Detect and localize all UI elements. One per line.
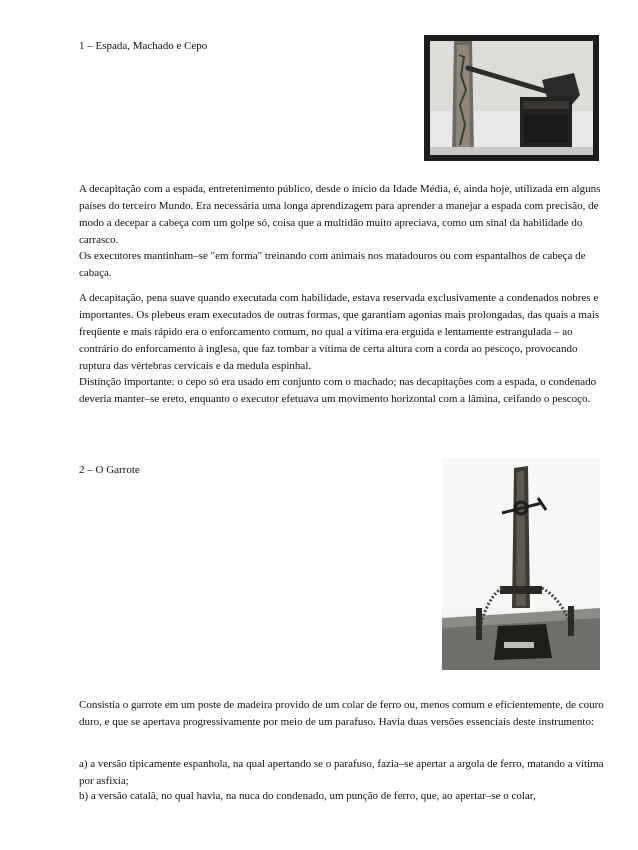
section-2-paragraph-3: b) a versão catalã, no qual havia, na nuca do condenado, um punção de ferro, que, ao apertar–se o colar, xyxy=(79,790,536,802)
axe-block-photo xyxy=(424,35,599,161)
section-1-paragraph-4: Distinção importante: o cepo só era usado em conjunto com o machado; nas decapitações com a espada, o condenado deveria manter–se ereto, enquanto o executor efetuava um movimento horizontal com a lâmina, ceifando o pescoço. xyxy=(79,376,597,405)
section-2-paragraph-1: Consistia o garrote em um poste de madeira provido de um colar de ferro ou, menos comum e eficientemente, de couro duro, e que se apertava progressivamente por meio de um parafuso. Havia duas versões essenciais deste instrumento: xyxy=(79,699,604,728)
section-1-paragraph-3: A decapitação, pena suave quando executada com habilidade, estava reservada exclusivamente a condenados nobres e importantes. Os plebeus eram executados de outras formas, que garantiam agonias mais prolongadas, das quais a mais freqüente e mais rápido era o enforcamento comum, no qual a vítima era erguida e lentamente estrangulada – ao contrário do enforcamento à inglesa, que faz tombar a vítima de certa altura com a corda ao pescoço, provocando ruptura das vértebras cervicais e da medula espinhal. xyxy=(79,292,600,372)
section-2-heading: 2 – O Garrote xyxy=(79,464,140,476)
section-2-paragraph-2: a) a versão tipicamente espanhola, na qual apertando se o parafuso, fazia–se apertar a argola de ferro, matando a vítima por asfixia; xyxy=(79,758,604,787)
garrote-photo xyxy=(442,458,600,670)
section-1-paragraph-2: Os executores mantinham–se "em forma" treinando com animais nos matadouros ou com espantalhos de cabeça de cabaça. xyxy=(79,250,586,279)
section-1-heading: 1 – Espada, Machado e Cepo xyxy=(79,40,208,52)
section-1-paragraph-1: A decapitação com a espada, entretenimento público, desde o início da Idade Média, é, ainda hoje, utilizada em alguns países do terceiro Mundo. Era necessária uma longa aprendizagem para aprender a manejar a espada com precisão, de modo a decepar a cabeça com um golpe só, coisa que a multidão muito apreciava, como um sinal da habilidade do carrasco. xyxy=(79,183,601,246)
